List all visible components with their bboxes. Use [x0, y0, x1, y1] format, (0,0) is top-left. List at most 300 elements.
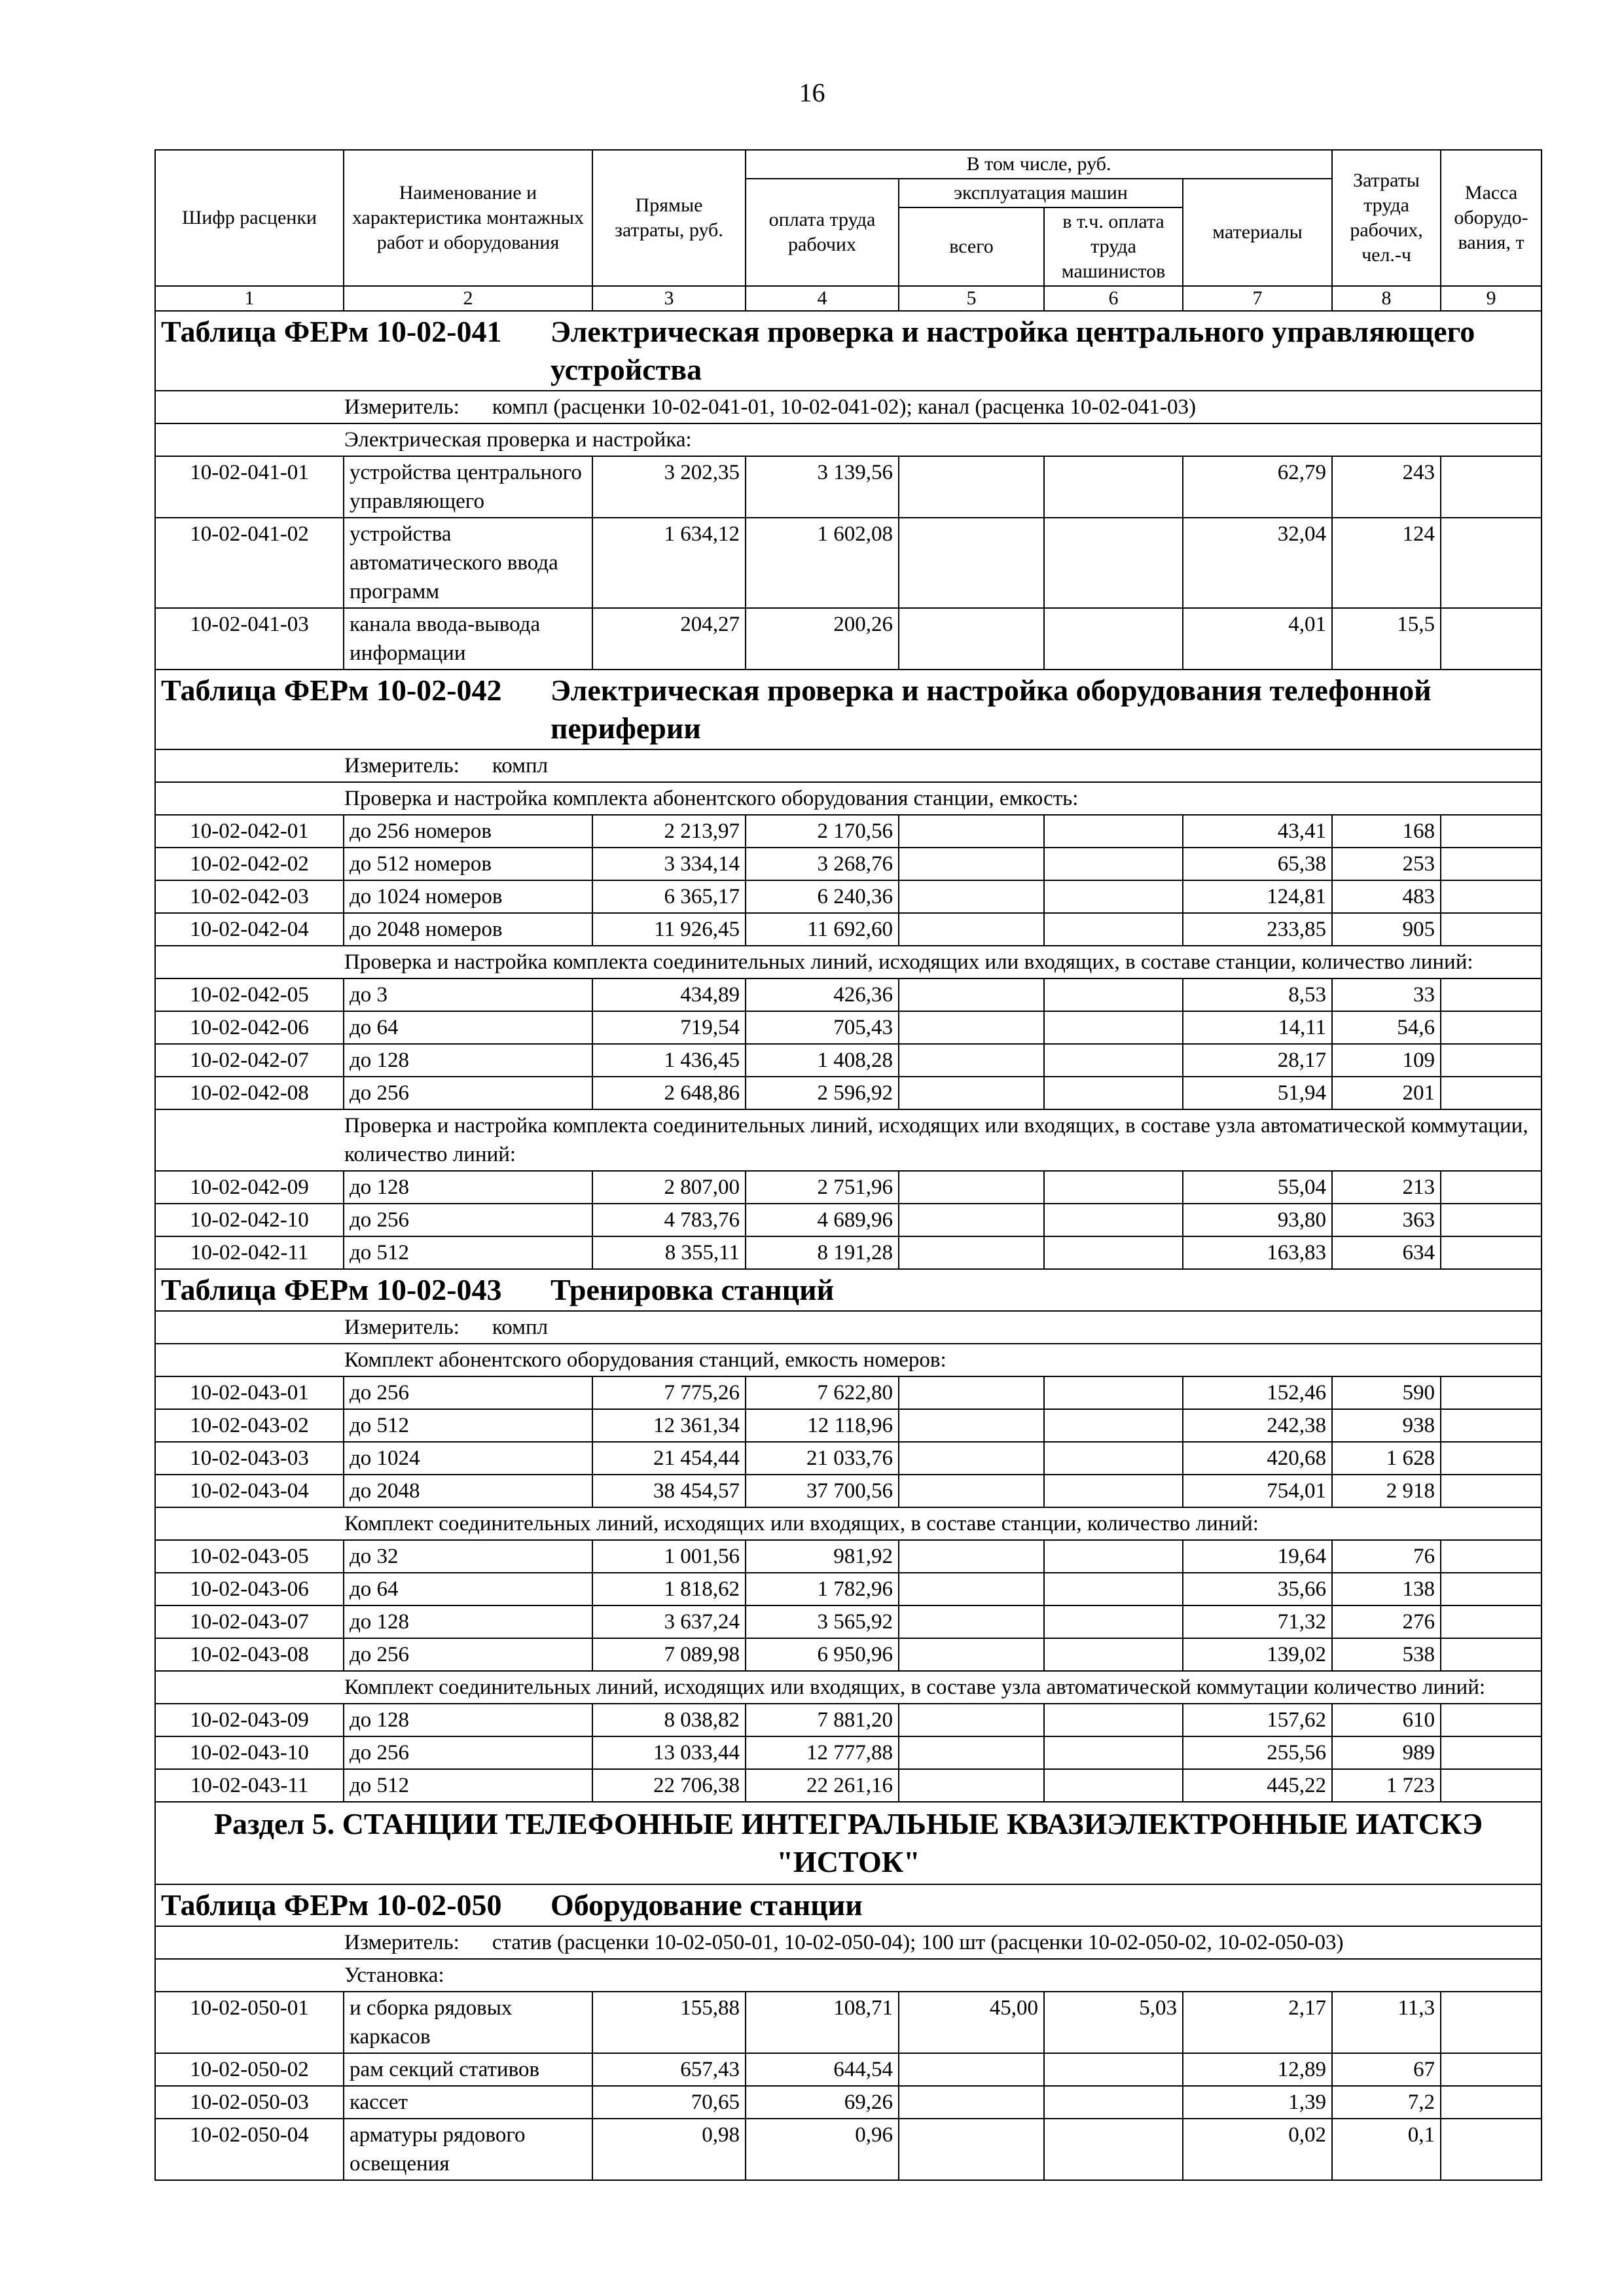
labor-wages: 2 170,56 [746, 815, 899, 848]
operator-wages [1044, 1573, 1183, 1605]
header-name: Наименование и характеристика монтажных работ и оборудования [344, 150, 592, 286]
group-heading: Электрическая проверка и настройка: [155, 423, 1542, 456]
operator-wages [1044, 1044, 1183, 1077]
equipment-mass [1441, 880, 1542, 913]
equipment-mass [1441, 1769, 1542, 1802]
labor-hours: 109 [1332, 1044, 1441, 1077]
work-name: до 128 [344, 1704, 592, 1736]
machine-costs [899, 1442, 1044, 1475]
labor-wages: 11 692,60 [746, 913, 899, 946]
rate-code: 10-02-042-01 [155, 815, 344, 848]
direct-costs: 1 634,12 [592, 518, 746, 608]
machine-costs [899, 1540, 1044, 1573]
materials: 62,79 [1183, 456, 1332, 518]
machine-costs [899, 1475, 1044, 1507]
labor-wages: 3 139,56 [746, 456, 899, 518]
table-row [155, 2086, 1542, 2119]
measure-value: компл (расценки 10-02-041-01, 10-02-041-02); канал (расценка 10-02-041-03) [492, 395, 1197, 419]
operator-wages [1044, 1011, 1183, 1044]
labor-wages: 705,43 [746, 1011, 899, 1044]
rate-code: 10-02-043-02 [155, 1409, 344, 1442]
machine-costs [899, 1409, 1044, 1442]
machine-costs [899, 1605, 1044, 1638]
group-heading: Комплект соединительных линий, исходящих или входящих, в составе станции, количество линий: [155, 1507, 1542, 1540]
table-row [155, 1409, 1542, 1442]
table-label: Таблица ФЕРм 10-02-041 [161, 315, 502, 348]
labor-wages: 0,96 [746, 2119, 899, 2180]
equipment-mass [1441, 1376, 1542, 1409]
table-row [155, 815, 1542, 848]
header-direct-costs: Прямые затраты, руб. [592, 150, 746, 286]
operator-wages [1044, 1376, 1183, 1409]
direct-costs: 2 648,86 [592, 1077, 746, 1109]
materials: 12,89 [1183, 2053, 1332, 2086]
header-code: Шифр расценки [155, 150, 344, 286]
table-row [155, 608, 1542, 670]
equipment-mass [1441, 815, 1542, 848]
table-row [155, 1236, 1542, 1269]
direct-costs: 3 637,24 [592, 1605, 746, 1638]
direct-costs: 11 926,45 [592, 913, 746, 946]
table-row [155, 1540, 1542, 1573]
labor-hours: 590 [1332, 1376, 1441, 1409]
measure-row [155, 1311, 1542, 1344]
materials: 124,81 [1183, 880, 1332, 913]
table-title-row [155, 1884, 1542, 1926]
materials: 1,39 [1183, 2086, 1332, 2119]
measure-value: компл [492, 1316, 549, 1339]
operator-wages [1044, 1605, 1183, 1638]
operator-wages [1044, 1236, 1183, 1269]
work-name: до 2048 номеров [344, 913, 592, 946]
direct-costs: 3 334,14 [592, 848, 746, 880]
rate-code: 10-02-043-01 [155, 1376, 344, 1409]
rate-code: 10-02-043-09 [155, 1704, 344, 1736]
labor-hours: 1 628 [1332, 1442, 1441, 1475]
operator-wages [1044, 1409, 1183, 1442]
equipment-mass [1441, 1475, 1542, 1507]
operator-wages [1044, 1769, 1183, 1802]
work-name: до 64 [344, 1011, 592, 1044]
table-title-row [155, 670, 1542, 749]
work-name: до 1024 номеров [344, 880, 592, 913]
labor-hours: 168 [1332, 815, 1441, 848]
operator-wages [1044, 456, 1183, 518]
equipment-mass [1441, 1442, 1542, 1475]
equipment-mass [1441, 1573, 1542, 1605]
labor-wages: 7 622,80 [746, 1376, 899, 1409]
equipment-mass [1441, 1044, 1542, 1077]
direct-costs: 3 202,35 [592, 456, 746, 518]
rate-code: 10-02-043-10 [155, 1736, 344, 1769]
operator-wages [1044, 1638, 1183, 1671]
operator-wages [1044, 1442, 1183, 1475]
direct-costs: 70,65 [592, 2086, 746, 2119]
labor-hours: 276 [1332, 1605, 1441, 1638]
rate-code: 10-02-041-01 [155, 456, 344, 518]
machine-costs [899, 1704, 1044, 1736]
labor-wages: 426,36 [746, 978, 899, 1011]
section-heading: Раздел 5. СТАНЦИИ ТЕЛЕФОННЫЕ ИНТЕГРАЛЬНЫЕ КВАЗИЭЛЕКТРОННЫЕ ИАТСКЭ "ИСТОК" [155, 1802, 1542, 1884]
materials: 420,68 [1183, 1442, 1332, 1475]
machine-costs [899, 1077, 1044, 1109]
materials: 242,38 [1183, 1409, 1332, 1442]
equipment-mass [1441, 1992, 1542, 2053]
direct-costs: 7 775,26 [592, 1376, 746, 1409]
table-row [155, 978, 1542, 1011]
equipment-mass [1441, 913, 1542, 946]
work-name: кассет [344, 2086, 592, 2119]
labor-wages: 981,92 [746, 1540, 899, 1573]
direct-costs: 204,27 [592, 608, 746, 670]
table-row [155, 1171, 1542, 1204]
machine-costs [899, 1236, 1044, 1269]
table-row [155, 456, 1542, 518]
labor-hours: 538 [1332, 1638, 1441, 1671]
header-labor: Затраты труда рабочих, чел.-ч [1332, 150, 1441, 286]
materials: 51,94 [1183, 1077, 1332, 1109]
header-machines-total: всего [899, 207, 1044, 286]
labor-hours: 989 [1332, 1736, 1441, 1769]
labor-hours: 124 [1332, 518, 1441, 608]
table-name: Тренировка станций [550, 1273, 835, 1306]
materials: 43,41 [1183, 815, 1332, 848]
machine-costs [899, 1638, 1044, 1671]
table-title [155, 1269, 1542, 1311]
table-row [155, 1204, 1542, 1236]
equipment-mass [1441, 848, 1542, 880]
machine-costs [899, 2086, 1044, 2119]
labor-hours: 253 [1332, 848, 1441, 880]
operator-wages [1044, 815, 1183, 848]
group-heading: Проверка и настройка комплекта соединительных линий, исходящих или входящих, в составе узла автоматической коммутации, количество линий: [155, 1109, 1542, 1171]
work-name: канала ввода-вывода информации [344, 608, 592, 670]
direct-costs: 8 355,11 [592, 1236, 746, 1269]
table-row [155, 1638, 1542, 1671]
table-row [155, 913, 1542, 946]
measure-row [155, 749, 1542, 782]
table-title-row [155, 311, 1542, 391]
equipment-mass [1441, 2086, 1542, 2119]
work-name: до 256 [344, 1638, 592, 1671]
col-number: 6 [1044, 286, 1183, 311]
operator-wages [1044, 880, 1183, 913]
direct-costs: 22 706,38 [592, 1769, 746, 1802]
work-name: до 512 номеров [344, 848, 592, 880]
materials: 19,64 [1183, 1540, 1332, 1573]
operator-wages [1044, 848, 1183, 880]
rate-code: 10-02-043-08 [155, 1638, 344, 1671]
measure-value: статив (расценки 10-02-050-01, 10-02-050-04); 100 шт (расценки 10-02-050-02, 10-02-050-03) [492, 1931, 1344, 1954]
operator-wages [1044, 913, 1183, 946]
header-mass: Масса оборудо-вания, т [1441, 150, 1542, 286]
labor-hours: 363 [1332, 1204, 1441, 1236]
table-title [155, 1884, 1542, 1926]
operator-wages [1044, 978, 1183, 1011]
operator-wages [1044, 2086, 1183, 2119]
labor-wages: 644,54 [746, 2053, 899, 2086]
direct-costs: 13 033,44 [592, 1736, 746, 1769]
table-name: Электрическая проверка и настройка оборудования телефонной периферии [550, 673, 1432, 745]
table-row [155, 848, 1542, 880]
direct-costs: 6 365,17 [592, 880, 746, 913]
direct-costs: 21 454,44 [592, 1442, 746, 1475]
header-wages: оплата труда рабочих [746, 179, 899, 286]
labor-wages: 3 268,76 [746, 848, 899, 880]
direct-costs: 1 436,45 [592, 1044, 746, 1077]
machine-costs [899, 2053, 1044, 2086]
table-row [155, 1011, 1542, 1044]
work-name: до 128 [344, 1171, 592, 1204]
table-title [155, 670, 1542, 749]
header-operator-wages: в т.ч. оплата труда машинистов [1044, 207, 1183, 286]
operator-wages [1044, 1704, 1183, 1736]
measure-row [155, 391, 1542, 423]
equipment-mass [1441, 1077, 1542, 1109]
operator-wages [1044, 1736, 1183, 1769]
table-row [155, 1736, 1542, 1769]
materials: 71,32 [1183, 1605, 1332, 1638]
machine-costs [899, 518, 1044, 608]
labor-wages: 12 777,88 [746, 1736, 899, 1769]
measure-label: Измеритель: [344, 1931, 460, 1954]
equipment-mass [1441, 1171, 1542, 1204]
labor-hours: 76 [1332, 1540, 1441, 1573]
header-materials: материалы [1183, 179, 1332, 286]
work-name: и сборка рядовых каркасов [344, 1992, 592, 2053]
rate-code: 10-02-050-01 [155, 1992, 344, 2053]
materials: 14,11 [1183, 1011, 1332, 1044]
rate-code: 10-02-041-02 [155, 518, 344, 608]
operator-wages [1044, 1475, 1183, 1507]
labor-wages: 21 033,76 [746, 1442, 899, 1475]
labor-hours: 483 [1332, 880, 1441, 913]
group-heading: Комплект абонентского оборудования станций, емкость номеров: [155, 1344, 1542, 1376]
labor-hours: 213 [1332, 1171, 1441, 1204]
rate-code: 10-02-043-11 [155, 1769, 344, 1802]
work-name: до 128 [344, 1605, 592, 1638]
labor-wages: 6 240,36 [746, 880, 899, 913]
rate-code: 10-02-042-05 [155, 978, 344, 1011]
equipment-mass [1441, 608, 1542, 670]
header-group: В том числе, руб. [746, 150, 1332, 179]
operator-wages [1044, 1204, 1183, 1236]
labor-wages: 69,26 [746, 2086, 899, 2119]
work-name: до 512 [344, 1236, 592, 1269]
labor-wages: 3 565,92 [746, 1605, 899, 1638]
labor-wages: 2 751,96 [746, 1171, 899, 1204]
machine-costs [899, 978, 1044, 1011]
equipment-mass [1441, 978, 1542, 1011]
equipment-mass [1441, 1638, 1542, 1671]
rate-code: 10-02-050-04 [155, 2119, 344, 2180]
labor-hours: 7,2 [1332, 2086, 1441, 2119]
rate-code: 10-02-042-03 [155, 880, 344, 913]
operator-wages [1044, 518, 1183, 608]
materials: 445,22 [1183, 1769, 1332, 1802]
work-name: рам секций стативов [344, 2053, 592, 2086]
machine-costs [899, 1044, 1044, 1077]
work-name: до 256 [344, 1204, 592, 1236]
labor-hours: 67 [1332, 2053, 1441, 2086]
machine-costs [899, 880, 1044, 913]
materials: 139,02 [1183, 1638, 1332, 1671]
group-heading: Проверка и настройка комплекта соединительных линий, исходящих или входящих, в составе станции, количество линий: [155, 946, 1542, 978]
labor-wages: 1 602,08 [746, 518, 899, 608]
materials: 233,85 [1183, 913, 1332, 946]
work-name: до 128 [344, 1044, 592, 1077]
materials: 754,01 [1183, 1475, 1332, 1507]
machine-costs [899, 608, 1044, 670]
materials: 2,17 [1183, 1992, 1332, 2053]
table-row [155, 1704, 1542, 1736]
materials: 35,66 [1183, 1573, 1332, 1605]
labor-hours: 243 [1332, 456, 1441, 518]
labor-hours: 634 [1332, 1236, 1441, 1269]
measure-row [155, 1926, 1542, 1959]
materials: 152,46 [1183, 1376, 1332, 1409]
direct-costs: 8 038,82 [592, 1704, 746, 1736]
materials: 93,80 [1183, 1204, 1332, 1236]
rate-code: 10-02-042-06 [155, 1011, 344, 1044]
labor-hours: 905 [1332, 913, 1441, 946]
operator-wages [1044, 2119, 1183, 2180]
labor-wages: 2 596,92 [746, 1077, 899, 1109]
labor-wages: 1 408,28 [746, 1044, 899, 1077]
labor-wages: 6 950,96 [746, 1638, 899, 1671]
col-number: 2 [344, 286, 592, 311]
rate-code: 10-02-042-07 [155, 1044, 344, 1077]
operator-wages [1044, 1077, 1183, 1109]
labor-hours: 610 [1332, 1704, 1441, 1736]
materials: 0,02 [1183, 2119, 1332, 2180]
direct-costs: 2 807,00 [592, 1171, 746, 1204]
labor-wages: 4 689,96 [746, 1204, 899, 1236]
work-name: до 1024 [344, 1442, 592, 1475]
machine-costs [899, 2119, 1044, 2180]
machine-costs [899, 815, 1044, 848]
labor-wages: 37 700,56 [746, 1475, 899, 1507]
work-name: до 256 номеров [344, 815, 592, 848]
work-name: до 64 [344, 1573, 592, 1605]
work-name: до 256 [344, 1077, 592, 1109]
labor-hours: 54,6 [1332, 1011, 1441, 1044]
machine-costs [899, 1011, 1044, 1044]
equipment-mass [1441, 518, 1542, 608]
table-label: Таблица ФЕРм 10-02-043 [161, 1273, 502, 1306]
labor-wages: 7 881,20 [746, 1704, 899, 1736]
labor-wages: 22 261,16 [746, 1769, 899, 1802]
measure-value: компл [492, 754, 549, 778]
rate-code: 10-02-043-05 [155, 1540, 344, 1573]
direct-costs: 38 454,57 [592, 1475, 746, 1507]
equipment-mass [1441, 1236, 1542, 1269]
work-name: устройства автоматического ввода программ [344, 518, 592, 608]
table-row [155, 1573, 1542, 1605]
col-number: 4 [746, 286, 899, 311]
materials: 32,04 [1183, 518, 1332, 608]
labor-wages: 12 118,96 [746, 1409, 899, 1442]
group-heading: Установка: [155, 1959, 1542, 1992]
labor-wages: 8 191,28 [746, 1236, 899, 1269]
labor-hours: 138 [1332, 1573, 1441, 1605]
work-name: арматуры рядового освещения [344, 2119, 592, 2180]
machine-costs [899, 1573, 1044, 1605]
labor-wages: 1 782,96 [746, 1573, 899, 1605]
rate-code: 10-02-043-03 [155, 1442, 344, 1475]
direct-costs: 1 001,56 [592, 1540, 746, 1573]
price-table [154, 149, 1542, 2181]
operator-wages [1044, 1540, 1183, 1573]
direct-costs: 434,89 [592, 978, 746, 1011]
work-name: устройства центрального управляющего [344, 456, 592, 518]
operator-wages: 5,03 [1044, 1992, 1183, 2053]
table-name: Электрическая проверка и настройка центрального управляющего устройства [550, 315, 1475, 386]
direct-costs: 719,54 [592, 1011, 746, 1044]
table-row [155, 1605, 1542, 1638]
labor-hours: 33 [1332, 978, 1441, 1011]
machine-costs [899, 1736, 1044, 1769]
work-name: до 512 [344, 1409, 592, 1442]
table-label: Таблица ФЕРм 10-02-042 [161, 673, 502, 707]
rate-code: 10-02-042-04 [155, 913, 344, 946]
rate-code: 10-02-041-03 [155, 608, 344, 670]
table-row [155, 1442, 1542, 1475]
equipment-mass [1441, 2119, 1542, 2180]
machine-costs [899, 848, 1044, 880]
work-name: до 256 [344, 1376, 592, 1409]
materials: 55,04 [1183, 1171, 1332, 1204]
table-row [155, 880, 1542, 913]
col-number: 7 [1183, 286, 1332, 311]
direct-costs: 12 361,34 [592, 1409, 746, 1442]
equipment-mass [1441, 2053, 1542, 2086]
labor-hours: 0,1 [1332, 2119, 1441, 2180]
table-row [155, 1376, 1542, 1409]
table-row [155, 518, 1542, 608]
labor-hours: 15,5 [1332, 608, 1441, 670]
table-row [155, 1992, 1542, 2053]
materials: 28,17 [1183, 1044, 1332, 1077]
rate-code: 10-02-042-09 [155, 1171, 344, 1204]
rate-code: 10-02-050-03 [155, 2086, 344, 2119]
direct-costs: 155,88 [592, 1992, 746, 2053]
direct-costs: 657,43 [592, 2053, 746, 2086]
work-name: до 512 [344, 1769, 592, 1802]
rate-code: 10-02-042-02 [155, 848, 344, 880]
col-number: 3 [592, 286, 746, 311]
equipment-mass [1441, 1605, 1542, 1638]
table-title [155, 311, 1542, 391]
equipment-mass [1441, 456, 1542, 518]
materials: 65,38 [1183, 848, 1332, 880]
rate-code: 10-02-043-07 [155, 1605, 344, 1638]
labor-hours: 201 [1332, 1077, 1441, 1109]
page-number: 16 [799, 78, 825, 107]
operator-wages [1044, 608, 1183, 670]
col-number: 8 [1332, 286, 1441, 311]
direct-costs: 4 783,76 [592, 1204, 746, 1236]
direct-costs: 2 213,97 [592, 815, 746, 848]
table-row [155, 1044, 1542, 1077]
labor-hours: 11,3 [1332, 1992, 1441, 2053]
work-name: до 2048 [344, 1475, 592, 1507]
materials: 157,62 [1183, 1704, 1332, 1736]
equipment-mass [1441, 1204, 1542, 1236]
measure-label: Измеритель: [344, 1316, 460, 1339]
equipment-mass [1441, 1540, 1542, 1573]
materials: 163,83 [1183, 1236, 1332, 1269]
